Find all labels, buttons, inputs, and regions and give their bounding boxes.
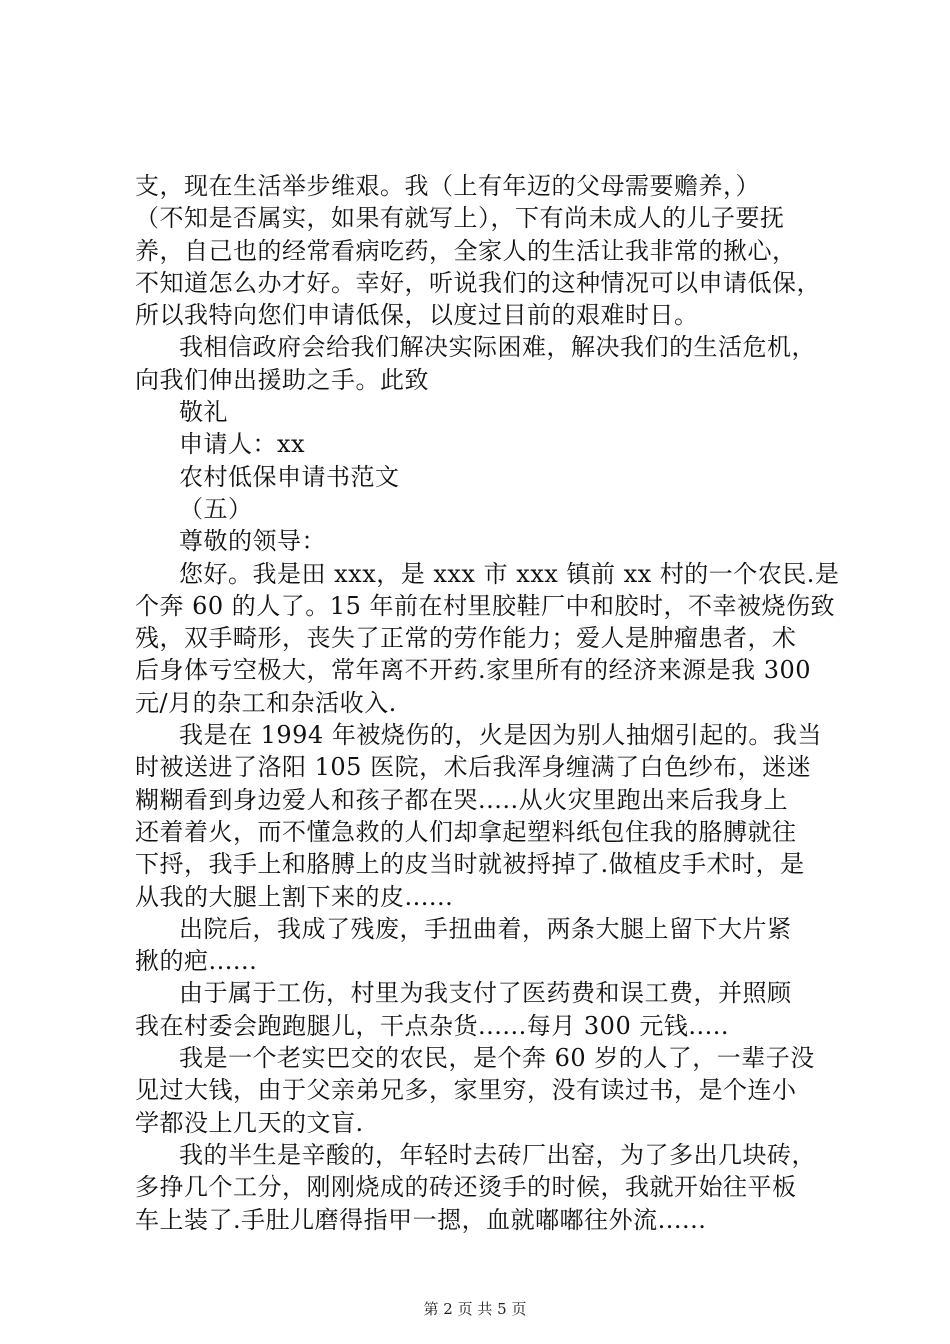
text-line: 个奔 60 的人了。15 年前在村里胶鞋厂中和胶时，不幸被烧伤致 — [135, 591, 835, 620]
text-line: 从我的大腿上割下来的皮...... — [135, 882, 454, 911]
text-line: 支，现在生活举步维艰。我（上有年迈的父母需要赡养，） — [135, 172, 760, 200]
text-line: 元/月的杂工和杂活收入. — [135, 688, 397, 717]
text-line: 下捋，我手上和胳膊上的皮当时就被捋掉了.做植皮手术时，是 — [135, 850, 805, 879]
text-line: （不知是否属实，如果有就写上），下有尚未成人的儿子要抚 — [135, 204, 785, 233]
text-line: 学都没上几天的文盲. — [135, 1108, 364, 1137]
text-line: 我是在 1994 年被烧伤的，火是因为别人抽烟引起的。我当 — [179, 721, 822, 750]
text-line: 向我们伸出援助之手。此致 — [135, 365, 429, 394]
text-line: 还着着火，而不懂急救的人们却拿起塑料纸包住我的胳膊就往 — [135, 817, 797, 846]
text-line: 我是一个老实巴交的农民，是个奔 60 岁的人了，一辈子没 — [179, 1044, 815, 1073]
text-line: 残，双手畸形，丧失了正常的劳作能力；爱人是肿瘤患者，术 — [135, 624, 797, 653]
section-number: （五） — [179, 494, 253, 523]
applicant-signature: 申请人：xx — [179, 430, 306, 459]
page-number: 第 2 页 共 5 页 — [423, 1300, 527, 1318]
text-line: 揪的疤...... — [135, 947, 258, 976]
text-line: 多挣几个工分，刚刚烧成的砖还烫手的时候，我就开始往平板 — [135, 1173, 797, 1202]
text-line: 糊糊看到身边爱人和孩子都在哭.....从火灾里跑出来后我身上 — [135, 785, 789, 814]
section-title: 农村低保申请书范文 — [179, 462, 400, 491]
text-line: 您好。我是田 xxx，是 xxx 市 xxx 镇前 xx 村的一个农民.是 — [179, 559, 840, 588]
text-line: 我相信政府会给我们解决实际困难，解决我们的生活危机， — [179, 333, 816, 362]
text-line: 我在村委会跑跑腿儿，干点杂货......每月 300 元钱..... — [135, 1011, 729, 1040]
text-line: 出院后，我成了残废，手扭曲着，两条大腿上留下大片紧 — [179, 914, 792, 943]
closing-salutation: 敬礼 — [179, 398, 228, 427]
text-line: 由于属于工伤，村里为我支付了医药费和误工费，并照顾 — [179, 979, 792, 1008]
text-line: 见过大钱，由于父亲弟兄多，家里穷，没有读过书，是个连小 — [135, 1076, 797, 1105]
text-line: 车上装了.手肚儿磨得指甲一摁，血就嘟嘟往外流...... — [135, 1205, 707, 1234]
document-body — [135, 170, 840, 1236]
text-line: 养，自己也的经常看病吃药，全家人的生活让我非常的揪心， — [135, 236, 797, 265]
text-line: 所以我特向您们申请低保，以度过目前的艰难时日。 — [135, 301, 699, 330]
text-line: 我的半生是辛酸的，年轻时去砖厂出窑，为了多出几块砖， — [179, 1140, 816, 1169]
salutation: 尊敬的领导： — [179, 527, 326, 556]
text-line: 时被送进了洛阳 105 医院，术后我浑身缠满了白色纱布，迷迷 — [135, 753, 812, 782]
page-footer — [0, 1298, 950, 1319]
text-line: 后身体亏空极大，常年离不开药.家里所有的经济来源是我 300 — [135, 656, 812, 685]
text-line: 不知道怎么办才好。幸好，听说我们的这种情况可以申请低保， — [135, 268, 821, 297]
